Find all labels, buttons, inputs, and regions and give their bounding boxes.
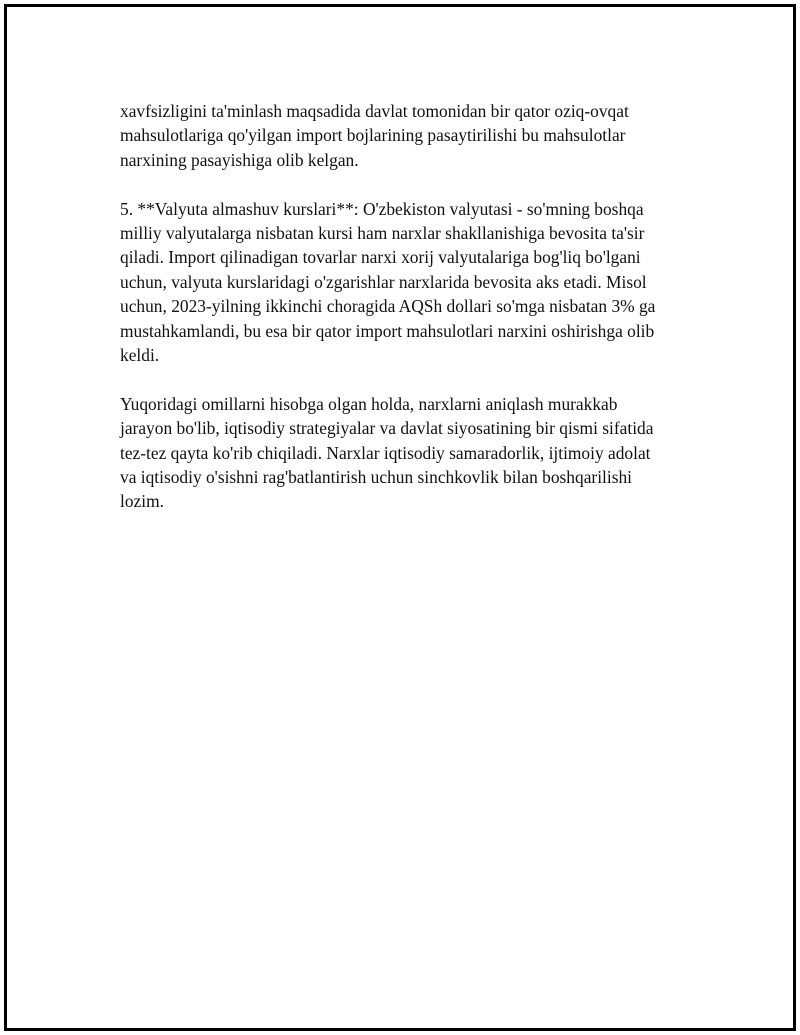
- text-line: milliy valyutalarga nisbatan kursi ham narxlar shakllanishiga bevosita ta'sir: [120, 223, 645, 244]
- text-line: mustahkamlandi, bu esa bir qator import mahsulotlari narxini oshirishga olib: [120, 320, 655, 341]
- text-line: va iqtisodiy o'sishni rag'batlantirish uchun sinchkovlik bilan boshqarilishi: [120, 467, 632, 488]
- document-body: [120, 99, 710, 538]
- paragraph-conclusion: [120, 392, 710, 514]
- paragraph-currency-exchange-rates: [120, 197, 710, 368]
- text-line: uchun, 2023-yilning ikkinchi choragida AQSh dollari so'mga nisbatan 3% ga: [120, 296, 656, 317]
- page-frame: [4, 4, 796, 1031]
- text-line: 5. **Valyuta almashuv kurslari**: O'zbekiston valyutasi - so'mning boshqa: [120, 198, 644, 219]
- text-line: mahsulotlariga qo'yilgan import bojlarining pasaytirilishi bu mahsulotlar: [120, 125, 626, 146]
- text-line: qiladi. Import qilinadigan tovarlar narxi xorij valyutalariga bog'liq bo'lgani: [120, 247, 641, 268]
- text-line: jarayon bo'lib, iqtisodiy strategiyalar va davlat siyosatining bir qismi sifatida: [120, 418, 654, 439]
- text-line: keldi.: [120, 345, 160, 366]
- text-line: xavfsizligini ta'minlash maqsadida davlat tomonidan bir qator oziq-ovqat: [120, 101, 629, 121]
- text-line: narxining pasayishiga olib kelgan.: [120, 149, 359, 170]
- paragraph-food-import-duties: [120, 99, 710, 172]
- text-line: lozim.: [120, 491, 164, 512]
- text-line: Yuqoridagi omillarni hisobga olgan holda, narxlarni aniqlash murakkab: [120, 393, 618, 414]
- text-line: uchun, valyuta kurslaridagi o'zgarishlar narxlarida bevosita aks etadi. Misol: [120, 271, 647, 292]
- text-line: tez-tez qayta ko'rib chiqiladi. Narxlar iqtisodiy samaradorlik, ijtimoiy adolat: [120, 442, 651, 463]
